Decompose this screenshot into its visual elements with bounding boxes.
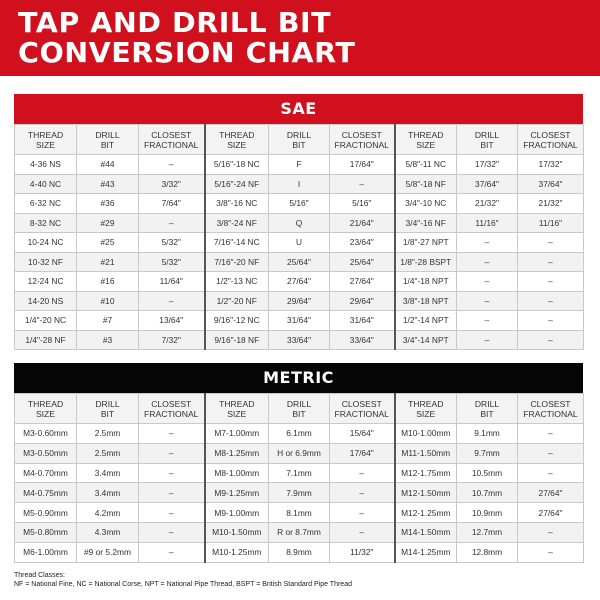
table-cell: 5/8"-11 NC (395, 155, 457, 175)
table-row (15, 542, 584, 562)
table-cell: M14-1.25mm (395, 542, 457, 562)
table-cell: – (518, 443, 584, 463)
title-line-1: TAP AND DRILL BIT (18, 6, 332, 39)
column-header (330, 394, 395, 424)
table-cell: 13/64" (139, 311, 205, 331)
table-row (15, 503, 584, 523)
table-cell: #25 (77, 233, 139, 253)
table-cell: 17/64" (330, 155, 395, 175)
table-cell: 5/8"-18 NF (395, 174, 457, 194)
column-header-line: CLOSEST (530, 129, 571, 140)
column-header (15, 125, 77, 155)
title-line-2: CONVERSION CHART (18, 36, 356, 69)
table-cell: – (457, 330, 518, 350)
table-cell: 4-36 NS (15, 155, 77, 175)
column-header-line: THREAD (27, 398, 64, 409)
table-cell: 3/8"-18 NPT (395, 291, 457, 311)
table-cell: 5/16" (330, 194, 395, 214)
table-cell: 17/32" (518, 155, 584, 175)
table-cell: 9/16"-18 NF (205, 330, 269, 350)
table-cell: – (518, 522, 584, 542)
column-header (77, 394, 139, 424)
table-cell: 8.9mm (269, 542, 330, 562)
table-cell: 5/16"-18 NC (205, 155, 269, 175)
table-cell: 11/64" (139, 272, 205, 292)
table-cell: M5-0.80mm (15, 522, 77, 542)
table-cell: – (518, 272, 584, 292)
table-cell: 25/64" (330, 252, 395, 272)
table-cell: 29/64" (269, 291, 330, 311)
thread-classes-label: Thread Classes: (14, 572, 65, 579)
table-cell: 7.1mm (269, 463, 330, 483)
table-row (15, 272, 584, 292)
table-cell: 5/16" (269, 194, 330, 214)
column-header-line: BIT (292, 139, 306, 150)
table-cell: 31/64" (330, 311, 395, 331)
table-cell: M12-1.50mm (395, 483, 457, 503)
sae-section (14, 94, 583, 350)
table-cell: 3.4mm (77, 463, 139, 483)
table-cell: #21 (77, 252, 139, 272)
table-cell: – (139, 291, 205, 311)
column-header-line: THREAD (219, 398, 255, 409)
table-cell: – (139, 503, 205, 523)
column-header (205, 125, 269, 155)
column-header-line: SIZE (227, 408, 247, 419)
column-header (457, 394, 518, 424)
table-cell: 27/64" (518, 483, 584, 503)
table-cell: M4-0.75mm (15, 483, 77, 503)
sae-table (14, 124, 584, 350)
table-cell: – (518, 424, 584, 444)
table-cell: M10-1.50mm (205, 522, 269, 542)
column-header (395, 125, 457, 155)
column-header (330, 125, 395, 155)
table-cell: 7/16"-20 NF (205, 252, 269, 272)
table-cell: – (330, 483, 395, 503)
table-cell: M12-1.25mm (395, 503, 457, 523)
table-cell: – (518, 291, 584, 311)
table-cell: 1/4"-20 NC (15, 311, 77, 331)
column-header (139, 125, 205, 155)
table-cell: I (269, 174, 330, 194)
column-header-line: SIZE (227, 139, 247, 150)
table-cell: 1/4"-28 NF (15, 330, 77, 350)
column-header-line: BIT (292, 408, 306, 419)
column-header-line: FRACTIONAL (144, 139, 199, 150)
column-header-line: FRACTIONAL (334, 408, 389, 419)
table-cell: 4.3mm (77, 522, 139, 542)
table-cell: 3/4"-16 NF (395, 213, 457, 233)
column-header-line: FRACTIONAL (523, 139, 578, 150)
column-header (77, 125, 139, 155)
table-cell: – (518, 311, 584, 331)
table-cell: – (518, 542, 584, 562)
table-cell: M9-1.25mm (205, 483, 269, 503)
column-header-line: CLOSEST (151, 398, 192, 409)
table-cell: 11/16" (518, 213, 584, 233)
column-header-line: SIZE (35, 408, 56, 419)
table-cell: 3.4mm (77, 483, 139, 503)
column-header (205, 394, 269, 424)
table-cell: 21/64" (330, 213, 395, 233)
thread-classes-note (14, 571, 352, 589)
table-cell: M10-1.25mm (205, 542, 269, 562)
column-header-line: THREAD (408, 129, 444, 140)
table-cell: M9-1.00mm (205, 503, 269, 523)
table-cell: – (139, 424, 205, 444)
table-cell: M8-1.25mm (205, 443, 269, 463)
table-cell: – (330, 463, 395, 483)
table-cell: 5/16"-24 NF (205, 174, 269, 194)
column-header (15, 394, 77, 424)
table-cell: R or 8.7mm (269, 522, 330, 542)
column-header (518, 125, 584, 155)
table-cell: 21/32" (518, 194, 584, 214)
table-cell: – (139, 463, 205, 483)
metric-table (14, 393, 584, 563)
table-row (15, 233, 584, 253)
table-cell: M11-1.50mm (395, 443, 457, 463)
column-header-line: CLOSEST (341, 129, 382, 140)
table-row (15, 463, 584, 483)
table-cell: #44 (77, 155, 139, 175)
title-banner (0, 0, 600, 76)
table-cell: 33/64" (330, 330, 395, 350)
column-header-line: BIT (480, 408, 494, 419)
table-cell: 12-24 NC (15, 272, 77, 292)
table-cell: 6.1mm (269, 424, 330, 444)
table-cell: 10.9mm (457, 503, 518, 523)
sae-header-row (15, 125, 584, 155)
table-cell: 8-32 NC (15, 213, 77, 233)
metric-heading: METRIC (14, 363, 583, 393)
table-cell: 3/4"-14 NPT (395, 330, 457, 350)
column-header-line: FRACTIONAL (334, 139, 389, 150)
column-header-line: SIZE (35, 139, 56, 150)
table-cell: 3/32" (139, 174, 205, 194)
table-row (15, 291, 584, 311)
table-cell: 7/16"-14 NC (205, 233, 269, 253)
table-cell: – (457, 233, 518, 253)
column-header-line: DRILL (474, 129, 500, 140)
metric-table-body (15, 424, 584, 563)
table-row (15, 311, 584, 331)
column-header-line: SIZE (416, 139, 436, 150)
column-header (269, 125, 330, 155)
table-cell: #3 (77, 330, 139, 350)
table-row (15, 443, 584, 463)
table-cell: 1/4"-18 NPT (395, 272, 457, 292)
table-cell: 3/8"-24 NF (205, 213, 269, 233)
table-cell: 10.5mm (457, 463, 518, 483)
table-cell: 7/32" (139, 330, 205, 350)
column-header-line: FRACTIONAL (144, 408, 199, 419)
table-row (15, 252, 584, 272)
table-cell: #29 (77, 213, 139, 233)
column-header-line: CLOSEST (530, 398, 571, 409)
sae-heading: SAE (14, 94, 583, 124)
table-row (15, 522, 584, 542)
table-cell: 10.7mm (457, 483, 518, 503)
table-cell: 15/64" (330, 424, 395, 444)
table-cell: #43 (77, 174, 139, 194)
table-cell: 4.2mm (77, 503, 139, 523)
table-cell: 9/16"-12 NC (205, 311, 269, 331)
column-header-line: FRACTIONAL (523, 408, 578, 419)
column-header-line: BIT (100, 139, 115, 150)
table-cell: M7-1.00mm (205, 424, 269, 444)
table-cell: Q (269, 213, 330, 233)
table-cell: M5-0.90mm (15, 503, 77, 523)
sae-table-body (15, 155, 584, 350)
table-cell: – (518, 330, 584, 350)
table-cell: 29/64" (330, 291, 395, 311)
table-cell: 37/64" (518, 174, 584, 194)
column-header-line: CLOSEST (151, 129, 192, 140)
table-cell: 25/64" (269, 252, 330, 272)
table-cell: – (457, 311, 518, 331)
column-header-line: CLOSEST (341, 398, 382, 409)
metric-section (14, 363, 583, 563)
table-cell: 1/8"-28 BSPT (395, 252, 457, 272)
table-cell: – (518, 463, 584, 483)
table-cell: 1/2"-14 NPT (395, 311, 457, 331)
table-cell: – (139, 155, 205, 175)
table-cell: M6-1.00mm (15, 542, 77, 562)
table-cell: M12-1.75mm (395, 463, 457, 483)
table-cell: #9 or 5.2mm (77, 542, 139, 562)
table-cell: 31/64" (269, 311, 330, 331)
column-header-line: DRILL (286, 129, 312, 140)
table-cell: 1/2"-13 NC (205, 272, 269, 292)
table-cell: 1/2"-20 NF (205, 291, 269, 311)
column-header-line: THREAD (27, 129, 64, 140)
table-cell: 9.1mm (457, 424, 518, 444)
table-cell: #10 (77, 291, 139, 311)
table-cell: – (139, 542, 205, 562)
table-row (15, 483, 584, 503)
table-cell: 27/64" (518, 503, 584, 523)
table-cell: M3-0.60mm (15, 424, 77, 444)
column-header-line: THREAD (219, 129, 255, 140)
table-cell: M8-1.00mm (205, 463, 269, 483)
table-cell: – (518, 252, 584, 272)
table-row (15, 155, 584, 175)
column-header-line: BIT (480, 139, 494, 150)
table-cell: M10-1.00mm (395, 424, 457, 444)
table-cell: H or 6.9mm (269, 443, 330, 463)
table-cell: – (139, 443, 205, 463)
table-cell: M3-0.50mm (15, 443, 77, 463)
table-cell: 9.7mm (457, 443, 518, 463)
table-cell: M14-1.50mm (395, 522, 457, 542)
table-row (15, 174, 584, 194)
table-cell: – (457, 252, 518, 272)
table-cell: 37/64" (457, 174, 518, 194)
table-cell: 27/64" (330, 272, 395, 292)
table-cell: 14-20 NS (15, 291, 77, 311)
table-cell: – (139, 522, 205, 542)
column-header (518, 394, 584, 424)
table-cell: #36 (77, 194, 139, 214)
table-cell: 17/64" (330, 443, 395, 463)
table-cell: 10-32 NF (15, 252, 77, 272)
table-cell: 2.5mm (77, 443, 139, 463)
column-header-line: DRILL (95, 398, 120, 409)
table-cell: 6-32 NC (15, 194, 77, 214)
column-header-line: DRILL (286, 398, 312, 409)
column-header (457, 125, 518, 155)
table-cell: 4-40 NC (15, 174, 77, 194)
table-cell: – (330, 503, 395, 523)
table-cell: M4-0.70mm (15, 463, 77, 483)
metric-header-row (15, 394, 584, 424)
table-row (15, 213, 584, 233)
column-header-line: THREAD (408, 398, 444, 409)
table-cell: 23/64" (330, 233, 395, 253)
table-cell: 12.7mm (457, 522, 518, 542)
table-cell: 1/8"-27 NPT (395, 233, 457, 253)
table-cell: – (457, 291, 518, 311)
table-cell: – (330, 522, 395, 542)
column-header (395, 394, 457, 424)
thread-classes-text: NF = National Fine, NC = National Corse, NPT = National Pipe Thread, BSPT = British Standard Pipe Thread (14, 581, 352, 588)
table-cell: – (330, 174, 395, 194)
column-header-line: DRILL (474, 398, 500, 409)
table-cell: – (139, 213, 205, 233)
table-cell: 11/16" (457, 213, 518, 233)
table-cell: – (139, 483, 205, 503)
table-cell: 8.1mm (269, 503, 330, 523)
table-cell: 12.8mm (457, 542, 518, 562)
table-cell: 7.9mm (269, 483, 330, 503)
table-cell: 27/64" (269, 272, 330, 292)
table-row (15, 424, 584, 444)
table-cell: 10-24 NC (15, 233, 77, 253)
table-cell: #16 (77, 272, 139, 292)
column-header (139, 394, 205, 424)
table-cell: 17/32" (457, 155, 518, 175)
table-cell: 5/32" (139, 252, 205, 272)
table-cell: #7 (77, 311, 139, 331)
table-cell: 11/32" (330, 542, 395, 562)
table-cell: – (457, 272, 518, 292)
column-header-line: SIZE (416, 408, 436, 419)
column-header-line: BIT (100, 408, 115, 419)
table-cell: – (518, 233, 584, 253)
table-cell: 7/64" (139, 194, 205, 214)
column-header-line: DRILL (95, 129, 120, 140)
table-cell: U (269, 233, 330, 253)
table-cell: 3/4"-10 NC (395, 194, 457, 214)
table-row (15, 194, 584, 214)
table-cell: F (269, 155, 330, 175)
table-cell: 21/32" (457, 194, 518, 214)
column-header (269, 394, 330, 424)
table-row (15, 330, 584, 350)
table-cell: 3/8"-16 NC (205, 194, 269, 214)
table-cell: 2.5mm (77, 424, 139, 444)
table-cell: 33/64" (269, 330, 330, 350)
table-cell: 5/32" (139, 233, 205, 253)
